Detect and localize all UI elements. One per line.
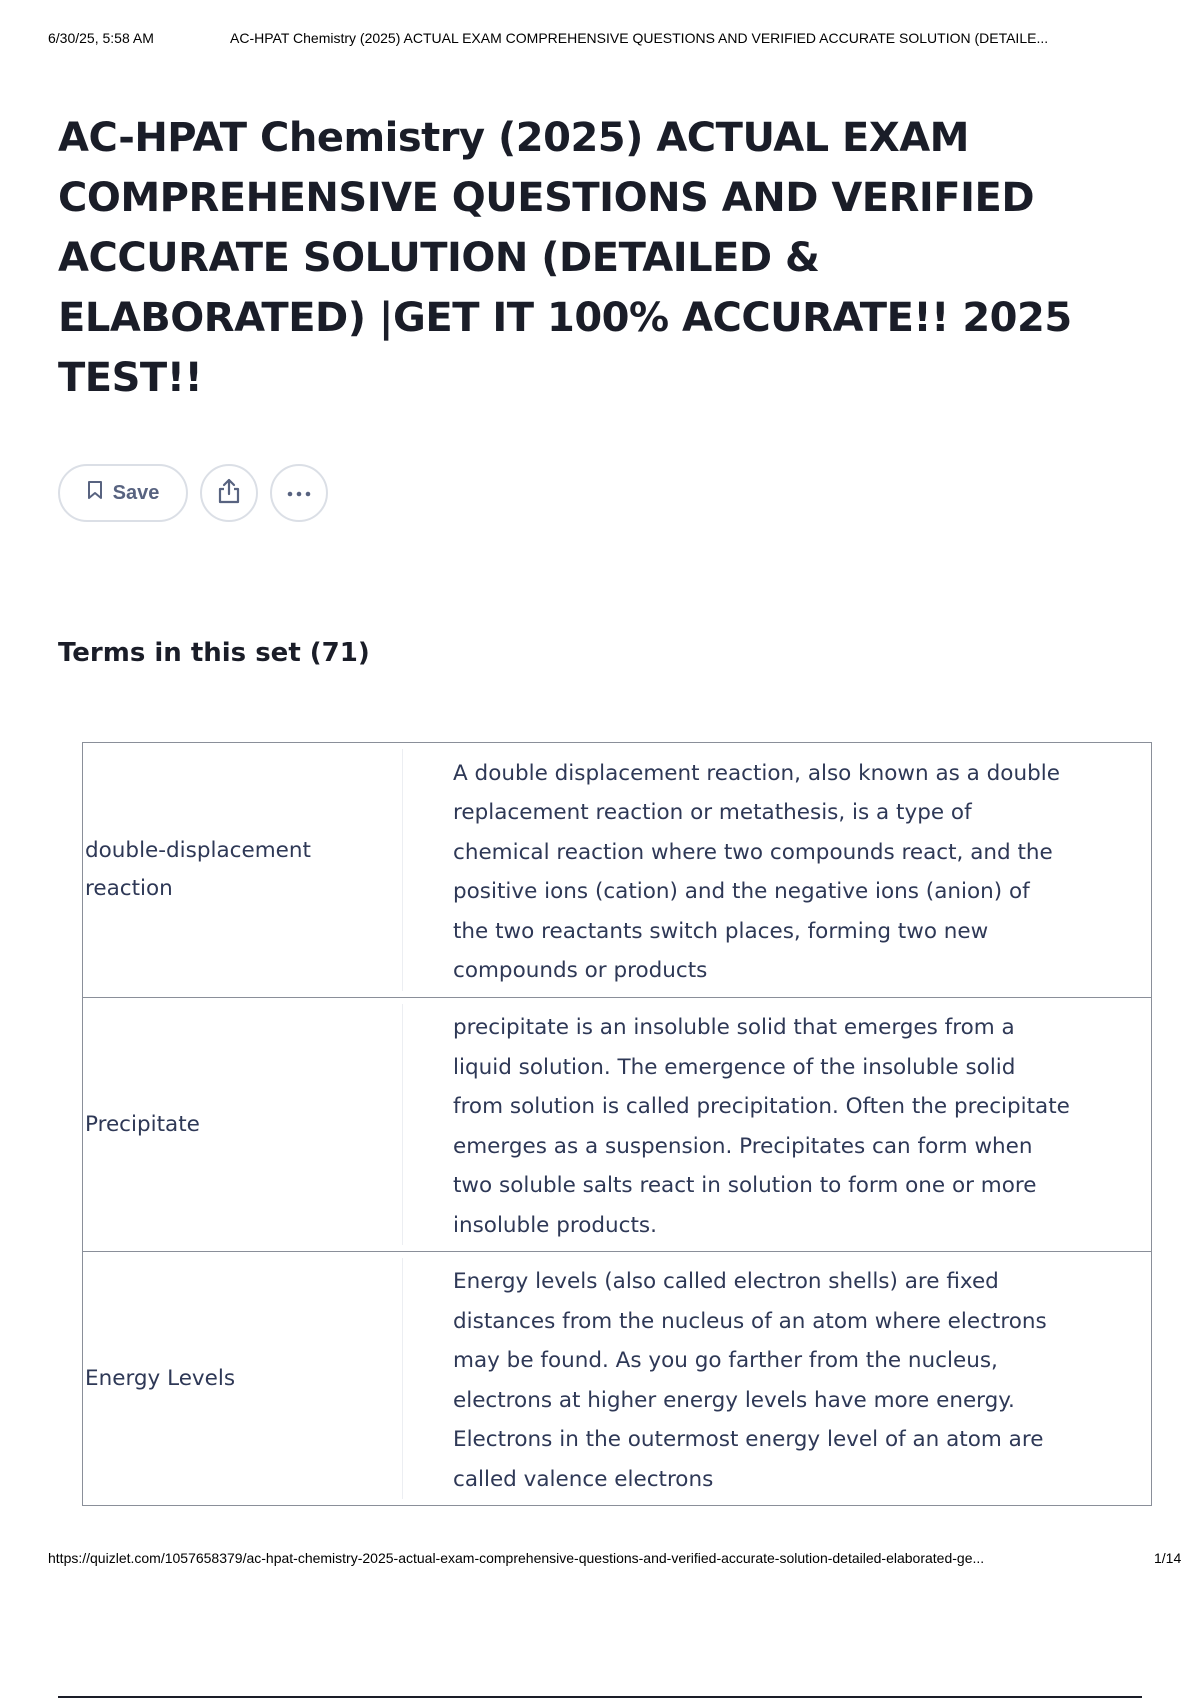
- term-row: [83, 743, 1151, 997]
- term-row: [83, 997, 1151, 1251]
- save-button-label: Save: [112, 481, 160, 504]
- page-title: AC-HPAT Chemistry (2025) ACTUAL EXAM COMPREHENSIVE QUESTIONS AND VERIFIED ACCURATE SOLUTION (DETAILED & ELABORATED) |GET IT 100% ACCURATE!! 2025 TEST!!: [58, 115, 1072, 401]
- more-options-button[interactable]: [270, 464, 328, 522]
- term-cell: Energy Levels: [83, 1258, 403, 1499]
- term-cell: double-displacement reaction: [83, 749, 403, 991]
- print-url: https://quizlet.com/1057658379/ac-hpat-chemistry-2025-actual-exam-comprehensive-questions-and-verified-accurate-solution-detailed-elaborated-ge...: [48, 1550, 985, 1566]
- print-doc-title: AC-HPAT Chemistry (2025) ACTUAL EXAM COMPREHENSIVE QUESTIONS AND VERIFIED ACCURATE SOLUTION (DETAILE...: [230, 30, 1049, 46]
- terms-heading: Terms in this set (71): [58, 638, 370, 668]
- term-row: [83, 1251, 1151, 1505]
- print-datetime: 6/30/25, 5:58 AM: [48, 30, 154, 46]
- share-button[interactable]: [200, 464, 258, 522]
- definition-cell: precipitate is an insoluble solid that emerges from a liquid solution. The emergence of the insoluble solid from solution is called precipitation. Often the precipitate emerges as a suspension. Precipitates can form when two soluble salts react in solution to form one or more insoluble products.: [453, 1015, 1070, 1238]
- more-icon: [286, 484, 312, 502]
- page-indicator: 1/14: [1154, 1550, 1182, 1566]
- definition-cell: Energy levels (also called electron shells) are fixed distances from the nucleus of an atom where electrons may be found. As you go farther from the nucleus, electrons at higher energy levels have more energy. Electrons in the outermost energy level of an atom are called valence electrons: [453, 1269, 1047, 1492]
- terms-table: [82, 742, 1152, 1506]
- action-bar: [58, 464, 328, 522]
- save-button[interactable]: [58, 464, 188, 522]
- bookmark-icon: [87, 480, 103, 506]
- share-icon: [216, 477, 242, 510]
- term-cell: Precipitate: [83, 1004, 403, 1245]
- divider: [58, 1696, 1142, 1698]
- definition-cell: A double displacement reaction, also known as a double replacement reaction or metathesis, is a type of chemical reaction where two compounds react, and the positive ions (cation) and the negative ions (anion) of the two reactants switch places, forming two new compounds or products: [453, 760, 1060, 983]
